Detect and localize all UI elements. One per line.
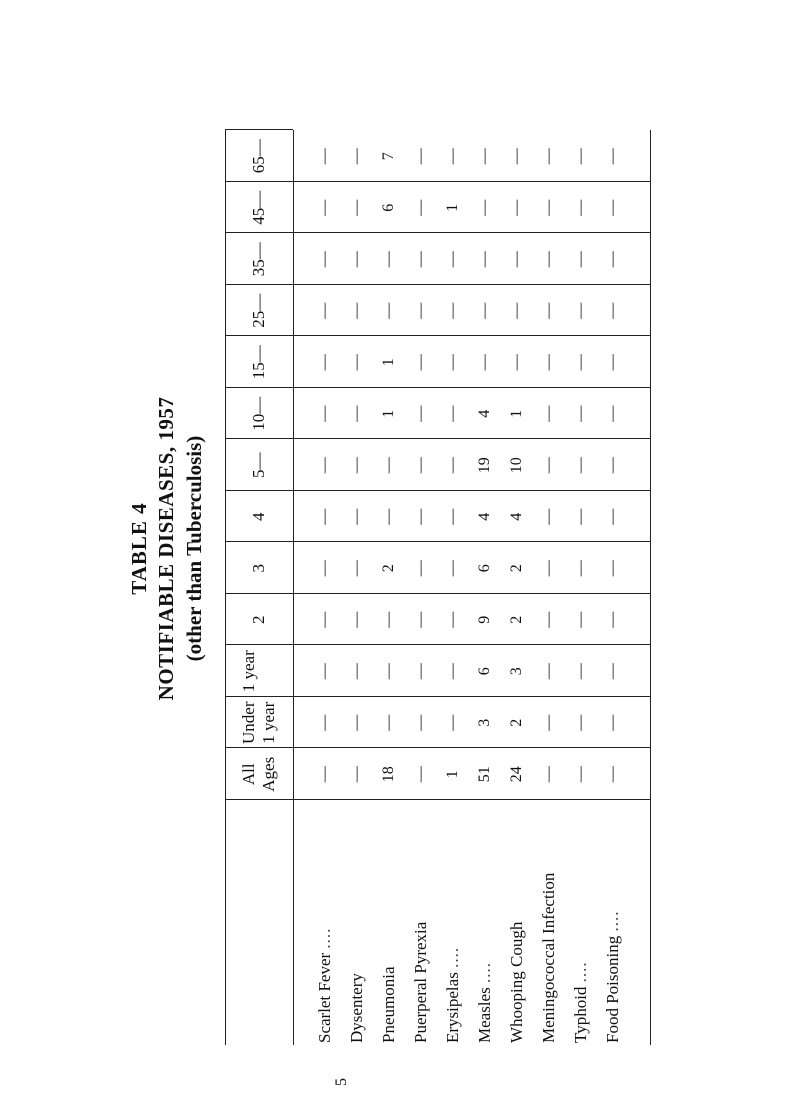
- table-cell: —: [348, 199, 365, 216]
- column-rule: [225, 439, 650, 440]
- table-cell: —: [604, 663, 621, 680]
- table-cell: —: [604, 302, 621, 319]
- table-cell: —: [540, 560, 557, 577]
- table-cell: 1: [444, 770, 461, 779]
- table-cell: —: [412, 508, 429, 525]
- table-cell: —: [316, 354, 333, 371]
- table-cell: —: [572, 148, 589, 165]
- table-cell: —: [540, 663, 557, 680]
- table-cell: 4: [476, 409, 493, 418]
- table-rule: [225, 131, 226, 1046]
- table-cell: —: [508, 199, 525, 216]
- table-cell: 2: [508, 615, 525, 624]
- table-row: [571, 961, 591, 1043]
- table-cell: 1: [380, 358, 397, 367]
- table-cell: —: [380, 663, 397, 680]
- table-rule: [650, 131, 651, 1046]
- table-title: TABLE 4: [127, 502, 151, 595]
- table-cell: —: [380, 611, 397, 628]
- column-rule: [225, 748, 650, 749]
- table-cell: —: [348, 714, 365, 731]
- table-cell: —: [316, 199, 333, 216]
- table-cell: —: [540, 766, 557, 783]
- disease-name: Puerperal Pyrexia: [411, 921, 430, 1043]
- column-header: 15—: [249, 345, 268, 380]
- column-header: 25—: [249, 293, 268, 328]
- column-header: 35—: [249, 242, 268, 277]
- leader-dots: ....: [475, 962, 494, 984]
- table-cell: —: [540, 302, 557, 319]
- disease-name: Whooping Cough: [507, 921, 526, 1043]
- table-cell: —: [316, 766, 333, 783]
- table-cell: —: [316, 714, 333, 731]
- table-cell: —: [316, 457, 333, 474]
- table-cell: 1: [444, 203, 461, 212]
- table-cell: —: [316, 663, 333, 680]
- table-cell: —: [540, 354, 557, 371]
- table-row: [475, 962, 495, 1043]
- table-cell: —: [412, 199, 429, 216]
- disease-name: Erysipelas: [443, 972, 462, 1043]
- table-cell: —: [508, 354, 525, 371]
- table-cell: —: [476, 199, 493, 216]
- table-cell: —: [508, 251, 525, 268]
- table-cell: 1: [380, 409, 397, 418]
- table-cell: —: [572, 302, 589, 319]
- page-number: 5: [333, 1078, 350, 1086]
- table-cell: —: [348, 611, 365, 628]
- table-cell: —: [348, 663, 365, 680]
- table-cell: —: [316, 148, 333, 165]
- table-cell: —: [444, 405, 461, 422]
- table-cell: —: [572, 199, 589, 216]
- table-cell: —: [444, 457, 461, 474]
- table-cell: 6: [380, 203, 397, 212]
- table-cell: 6: [476, 564, 493, 573]
- column-header: 3: [249, 564, 268, 573]
- column-header: 45—: [249, 190, 268, 225]
- table-cell: —: [316, 611, 333, 628]
- table-cell: —: [444, 560, 461, 577]
- leader-dots: ....: [443, 946, 462, 968]
- column-rule: [225, 387, 650, 388]
- column-rule: [225, 645, 650, 646]
- table-cell: —: [412, 714, 429, 731]
- table-cell: —: [572, 457, 589, 474]
- table-cell: —: [348, 251, 365, 268]
- table-cell: —: [604, 354, 621, 371]
- table-cell: 2: [508, 564, 525, 573]
- table-cell: —: [380, 508, 397, 525]
- column-rule: [225, 284, 650, 285]
- disease-name: Meningococcal Infection: [539, 872, 558, 1043]
- column-rule: [225, 336, 650, 337]
- table-cell: —: [604, 457, 621, 474]
- table-cell: —: [444, 354, 461, 371]
- table-cell: 19: [476, 457, 493, 474]
- table-cell: —: [348, 560, 365, 577]
- table-row: [603, 911, 623, 1043]
- table-cell: —: [316, 405, 333, 422]
- table-cell: —: [540, 148, 557, 165]
- table-cell: —: [348, 766, 365, 783]
- table-cell: —: [380, 302, 397, 319]
- table-row: [411, 922, 431, 1043]
- table-cell: —: [348, 302, 365, 319]
- table-cell: 24: [508, 766, 525, 783]
- table-cell: —: [316, 251, 333, 268]
- table-cell: —: [412, 302, 429, 319]
- leader-dots: ....: [603, 910, 622, 932]
- table-row: [443, 947, 463, 1043]
- column-rule: [225, 542, 650, 543]
- column-header: 5—: [249, 452, 268, 478]
- column-header: All Ages: [239, 756, 278, 792]
- column-rule: [225, 490, 650, 491]
- table-cell: —: [604, 148, 621, 165]
- table-cell: 3: [508, 667, 525, 676]
- table-cell: —: [412, 148, 429, 165]
- table-cell: —: [572, 508, 589, 525]
- table-cell: —: [444, 611, 461, 628]
- table-cell: —: [572, 560, 589, 577]
- table-cell: —: [412, 457, 429, 474]
- table-cell: 7: [380, 152, 397, 161]
- table-cell: —: [476, 148, 493, 165]
- table-cell: 4: [508, 512, 525, 521]
- table-cell: —: [380, 457, 397, 474]
- table-cell: —: [412, 405, 429, 422]
- leader-dots: ....: [571, 961, 590, 983]
- table-cell: 6: [476, 667, 493, 676]
- column-header: 4: [249, 512, 268, 521]
- table-cell: —: [476, 251, 493, 268]
- table-cell: —: [604, 611, 621, 628]
- diseases-table: [225, 52, 650, 1045]
- table-cell: —: [508, 302, 525, 319]
- table-cell: 18: [380, 766, 397, 783]
- column-rule: [225, 233, 650, 234]
- table-cell: —: [572, 714, 589, 731]
- table-cell: —: [348, 508, 365, 525]
- table-cell: —: [476, 302, 493, 319]
- table-cell: —: [444, 663, 461, 680]
- column-rule: [225, 696, 650, 697]
- table-note: (other than Tuberculosis): [182, 435, 206, 662]
- table-cell: —: [412, 251, 429, 268]
- table-cell: —: [540, 508, 557, 525]
- table-cell: —: [540, 199, 557, 216]
- table-cell: —: [316, 508, 333, 525]
- table-cell: —: [540, 457, 557, 474]
- table-cell: —: [348, 457, 365, 474]
- disease-name: Typhoid: [571, 986, 590, 1043]
- table-cell: 9: [476, 615, 493, 624]
- table-cell: —: [604, 251, 621, 268]
- table-cell: —: [604, 508, 621, 525]
- table-cell: —: [572, 766, 589, 783]
- table-cell: —: [348, 405, 365, 422]
- table-cell: —: [572, 251, 589, 268]
- table-cell: 1: [508, 409, 525, 418]
- table-cell: —: [604, 714, 621, 731]
- column-rule: [225, 130, 293, 131]
- table-cell: 2: [380, 564, 397, 573]
- table-rule: [293, 131, 294, 1046]
- table-cell: —: [604, 766, 621, 783]
- table-cell: 51: [476, 766, 493, 783]
- column-header: 10—: [249, 396, 268, 431]
- table-cell: —: [572, 354, 589, 371]
- table-cell: —: [348, 354, 365, 371]
- table-row: [379, 967, 399, 1044]
- column-rule: [225, 799, 650, 800]
- disease-name: Food Poisoning: [603, 935, 622, 1043]
- disease-name: Pneumonia: [379, 966, 398, 1043]
- disease-name: Scarlet Fever: [315, 952, 334, 1043]
- column-rule: [225, 593, 650, 594]
- table-cell: —: [380, 714, 397, 731]
- leader-dots: ....: [315, 927, 334, 949]
- table-cell: —: [316, 560, 333, 577]
- disease-name: Measles: [475, 987, 494, 1043]
- table-cell: —: [604, 560, 621, 577]
- table-cell: —: [508, 148, 525, 165]
- table-cell: —: [444, 302, 461, 319]
- table-cell: —: [412, 766, 429, 783]
- table-cell: —: [540, 405, 557, 422]
- table-cell: —: [412, 354, 429, 371]
- table-cell: 2: [508, 718, 525, 727]
- table-cell: —: [412, 611, 429, 628]
- table-cell: 4: [476, 512, 493, 521]
- table-cell: —: [572, 663, 589, 680]
- table-cell: —: [444, 148, 461, 165]
- disease-name: Dysentery: [347, 973, 366, 1043]
- column-rule: [225, 181, 650, 182]
- table-cell: —: [316, 302, 333, 319]
- table-row: [347, 973, 367, 1043]
- table-row: [539, 873, 559, 1043]
- column-header: 65—: [249, 139, 268, 174]
- table-cell: —: [444, 714, 461, 731]
- table-cell: —: [412, 663, 429, 680]
- table-cell: —: [604, 405, 621, 422]
- table-cell: —: [444, 508, 461, 525]
- table-cell: —: [572, 611, 589, 628]
- table-cell: —: [380, 251, 397, 268]
- table-cell: —: [604, 199, 621, 216]
- table-cell: —: [540, 714, 557, 731]
- column-header: Under 1 year: [239, 701, 278, 744]
- table-cell: —: [540, 251, 557, 268]
- table-cell: 10: [508, 457, 525, 474]
- table-cell: —: [412, 560, 429, 577]
- table-row: [507, 922, 527, 1043]
- table-cell: —: [444, 251, 461, 268]
- table-cell: —: [476, 354, 493, 371]
- table-cell: —: [572, 405, 589, 422]
- table-row: [315, 928, 335, 1043]
- table-cell: —: [540, 611, 557, 628]
- table-cell: 3: [476, 718, 493, 727]
- column-header: 1 year: [239, 650, 258, 693]
- table-cell: —: [348, 148, 365, 165]
- table-subtitle: NOTIFIABLE DISEASES, 1957: [154, 396, 178, 701]
- column-header: 2: [249, 615, 268, 624]
